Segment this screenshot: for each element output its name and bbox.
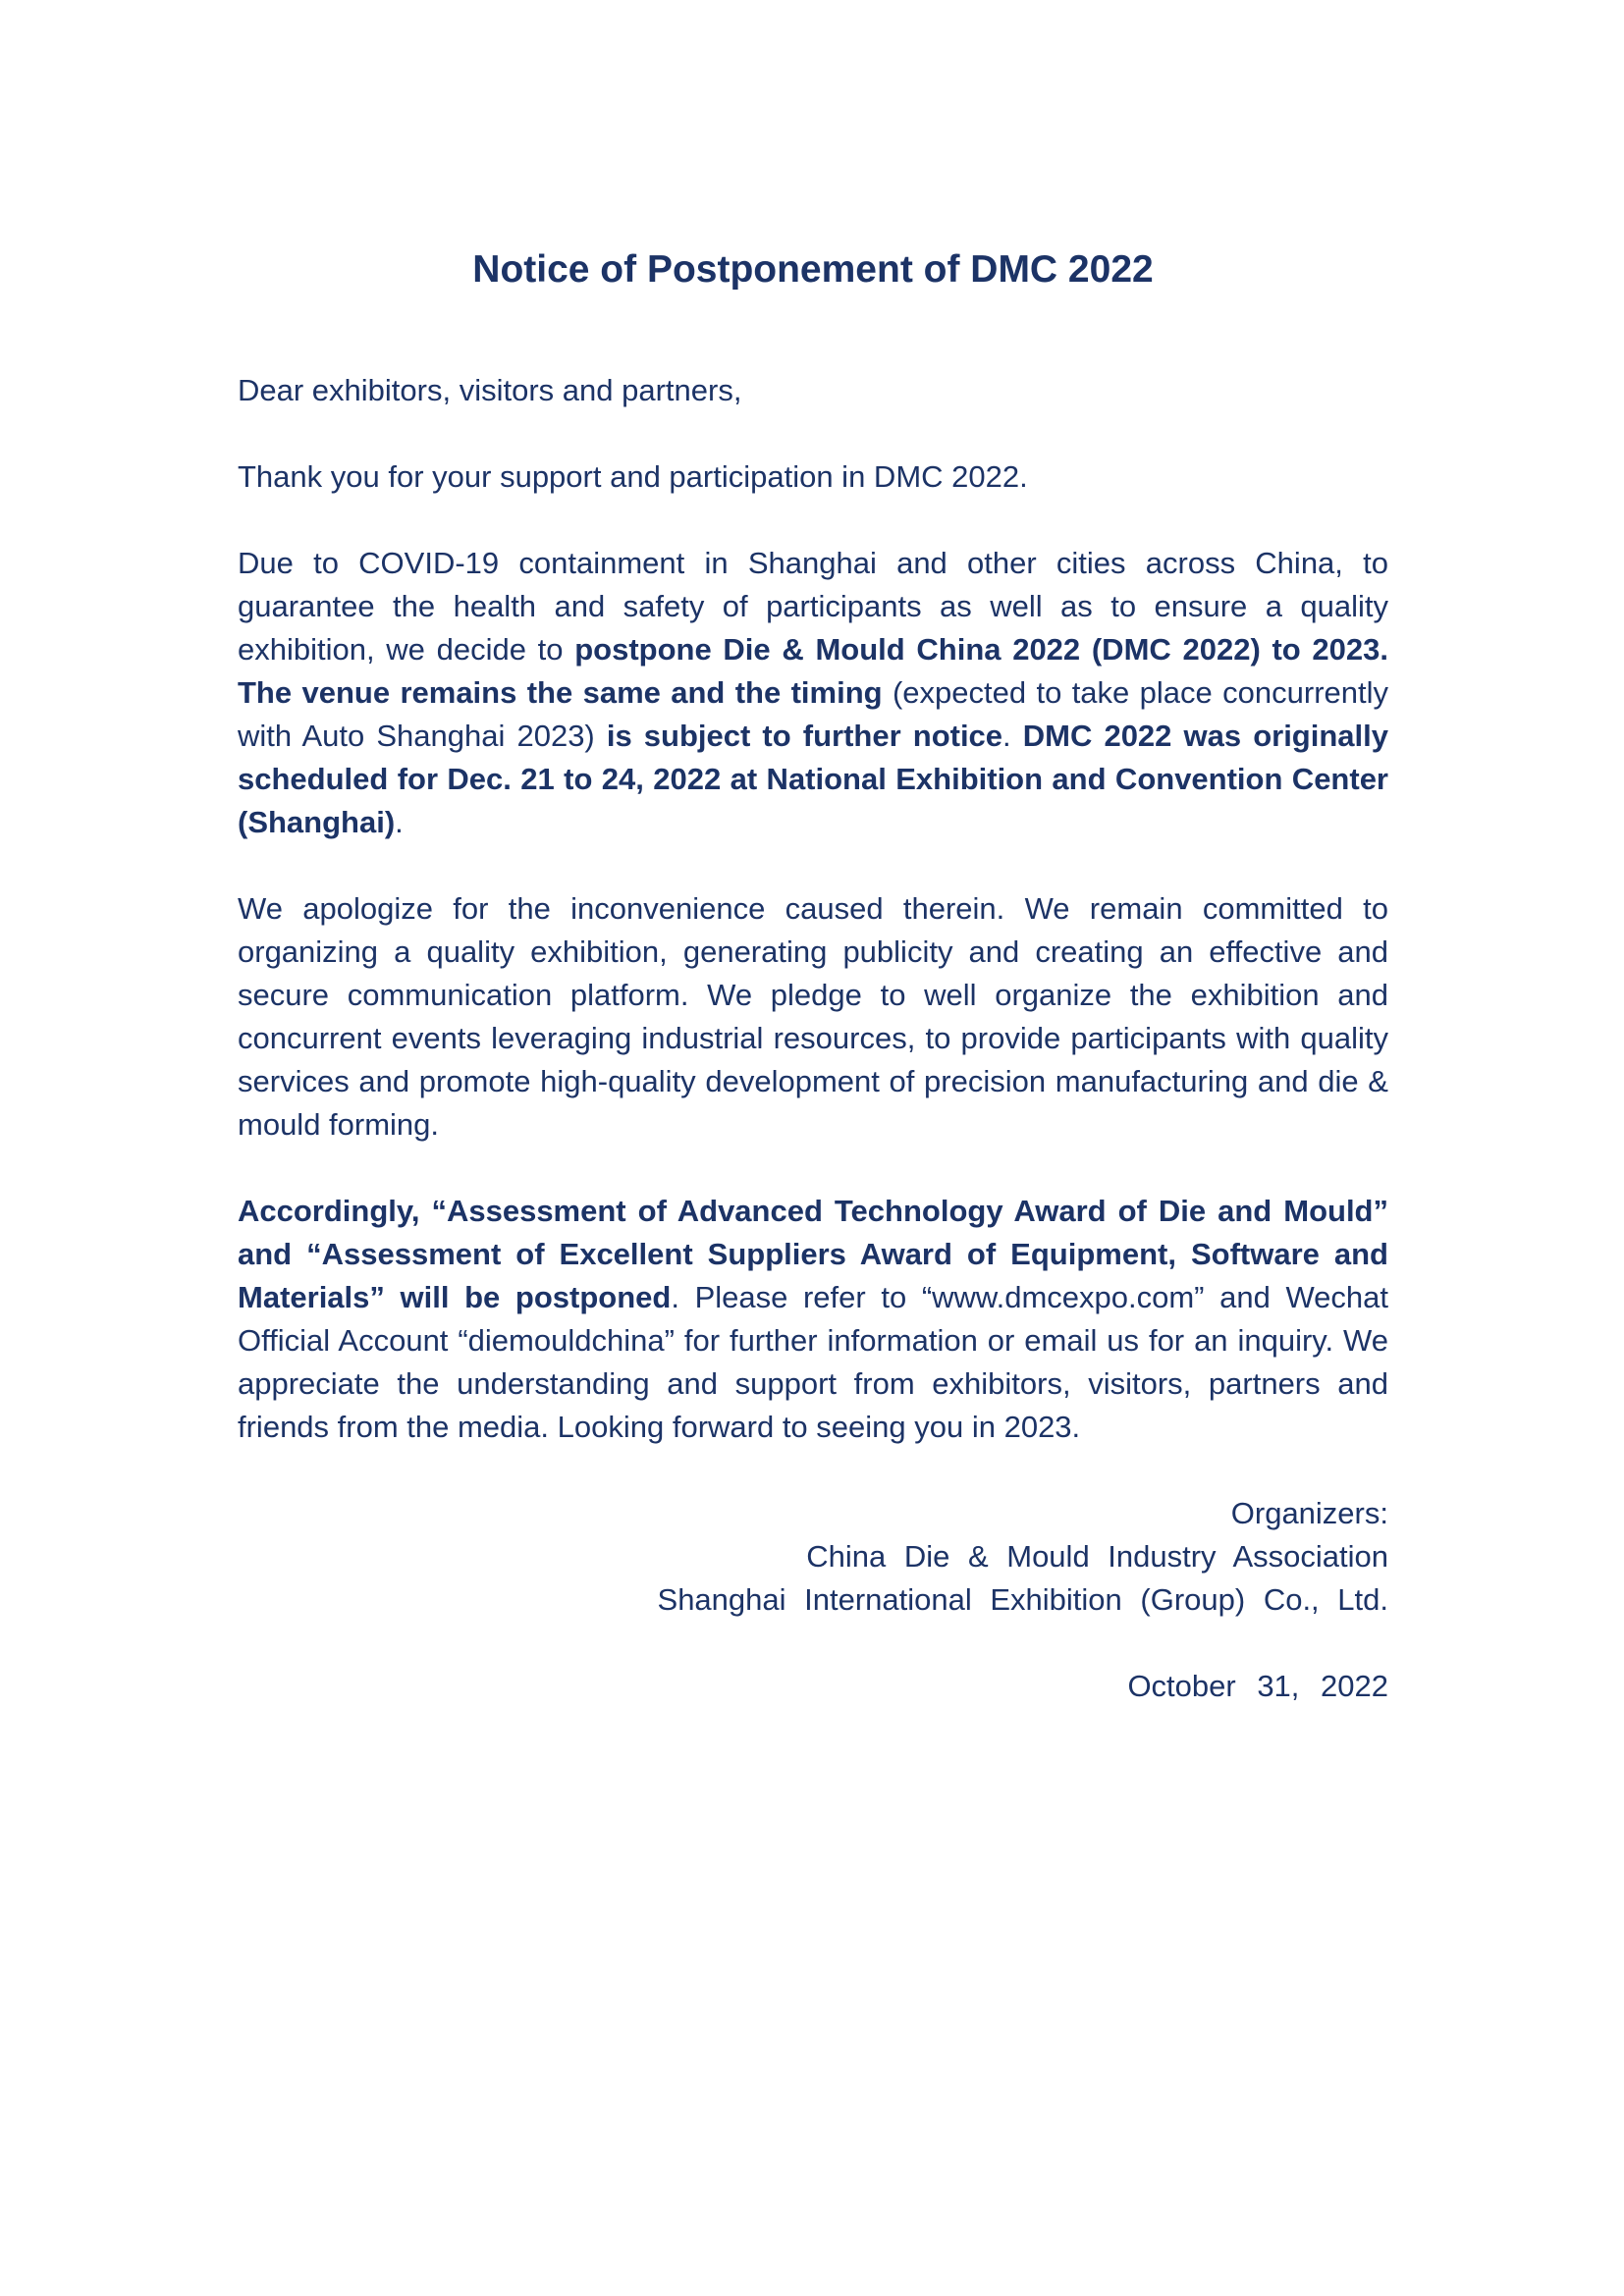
bold-text-run: DMC 2022 was originally scheduled for Dec. 21 to 24, 2022 at National Exhibition and Convention Center (Shanghai) xyxy=(238,719,1388,839)
text-run: . Please refer to “www.dmcexpo.com” and Wechat Official Account “diemouldchina” for further information or email us for an inquiry. We appreciate the understanding and support from exhibitors, visitors, partners and friends from the media. Looking forward to seeing you in 2023. xyxy=(238,1280,1388,1444)
closing-block xyxy=(238,1492,1388,1622)
paragraph-salutation xyxy=(238,369,1388,412)
organizers-label: Organizers: xyxy=(1230,1496,1388,1530)
organization-line-2: Shanghai International Exhibition (Group) Co., Ltd. xyxy=(657,1582,1388,1617)
text-run: Due to COVID-19 containment in Shanghai and other cities across China, to guarantee the health and safety of participants as well as to ensure a quality exhibition, we decide to xyxy=(238,546,1388,667)
text-run: . xyxy=(395,805,404,839)
letter-content xyxy=(238,247,1388,1708)
text-run: (expected to take place concurrently with Auto Shanghai 2023) xyxy=(238,675,1388,753)
date-line: October 31, 2022 xyxy=(1127,1669,1388,1703)
page-title: Notice of Postponement of DMC 2022 xyxy=(472,248,1154,291)
paragraph-thanks xyxy=(238,455,1388,499)
paragraph-awards xyxy=(238,1190,1388,1449)
text-run: Thank you for your support and participation in DMC 2022. xyxy=(238,459,1028,494)
paragraph-postponement xyxy=(238,542,1388,844)
bold-text-run: Accordingly, “Assessment of Advanced Technology Award of Die and Mould” and “Assessment of Excellent Suppliers Award of Equipment, Software and Materials” will be postponed xyxy=(238,1194,1388,1314)
paragraph-apology xyxy=(238,887,1388,1147)
text-run: . xyxy=(1002,719,1023,753)
bold-text-run: is subject to further notice xyxy=(606,719,1003,753)
bold-text-run: postpone Die & Mould China 2022 (DMC 2022) to 2023. The venue remains the same and the timing xyxy=(238,632,1389,710)
organization-line-1: China Die & Mould Industry Association xyxy=(806,1539,1388,1574)
text-run: Dear exhibitors, visitors and partners, xyxy=(238,373,742,407)
text-run: We apologize for the inconvenience caused therein. We remain committed to organizing a quality exhibition, generating publicity and creating an effective and secure communication platform. We pledge to well organize the exhibition and concurrent events leveraging industrial resources, to provide participants with quality services and promote high-quality development of precision manufacturing and die & mould forming. xyxy=(238,891,1388,1142)
